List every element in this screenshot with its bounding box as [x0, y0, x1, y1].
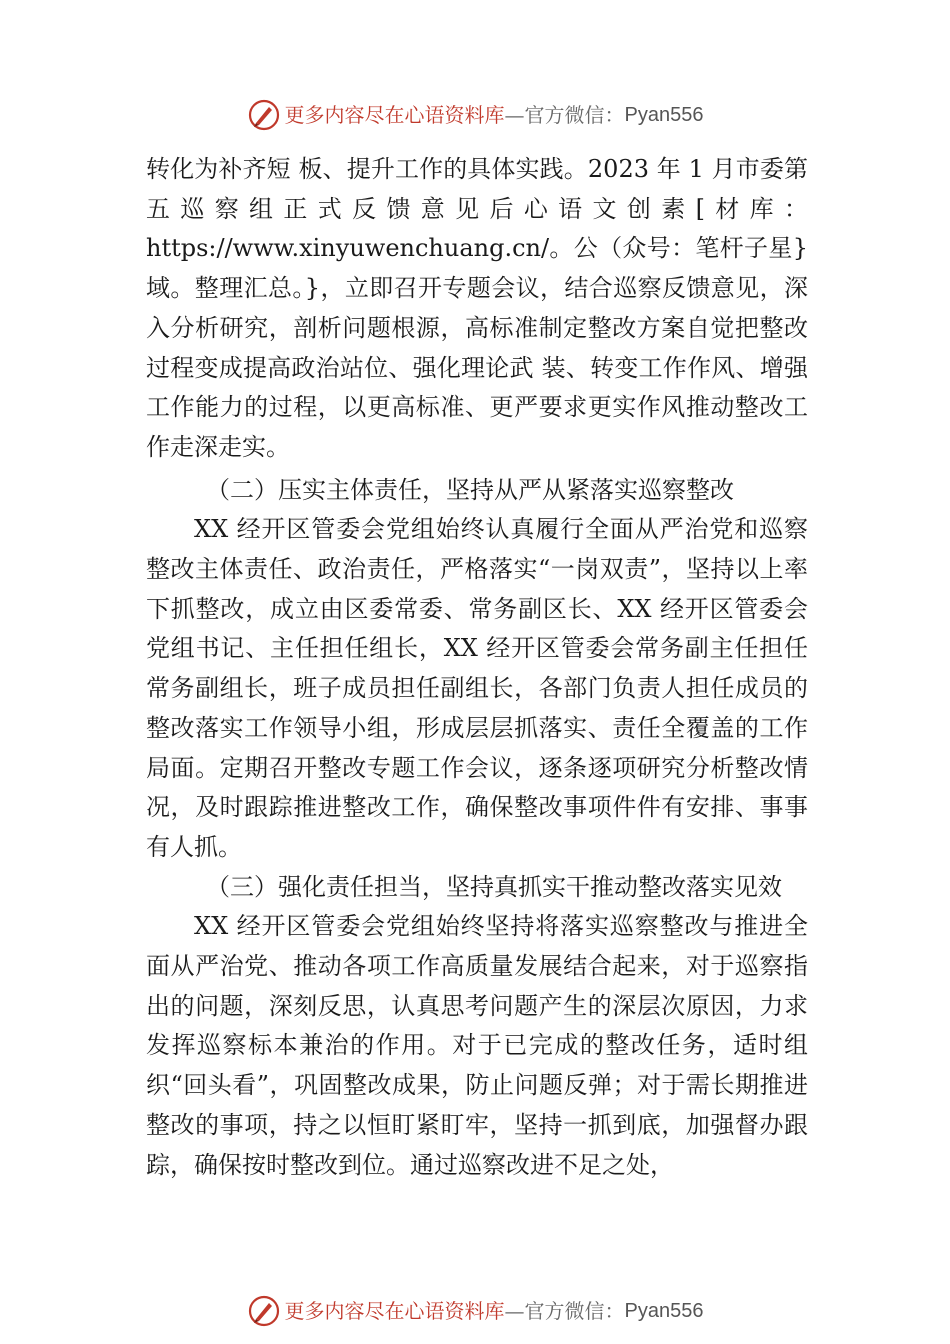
document-body: [146, 150, 808, 1185]
watermark-account: Pyan556: [624, 104, 704, 126]
paragraph-1: 转化为补齐短 板、提升工作的具体实践。2023 年 1 月市委第五巡察组正式反馈意见后心语文创素[材库：https://www.xinyuwenchuang.cn/。公（众号：笔杆子星}域。整理汇总。}，立即召开专题会议，结合巡察反馈意见，深入分析研究，剖析问题根源，高标准制定整改方案自觉把整改过程变成提高政治站位、强化理论武 装、转变工作作风、增强工作能力的过程，以更高标准、更严要求更实作风推动整改工作走深走实。: [146, 155, 808, 461]
pen-logo-icon: [247, 98, 281, 132]
header-watermark: [0, 98, 950, 132]
watermark-red-text: 更多内容尽在心语资料库: [284, 1299, 505, 1323]
section-heading-2: （二）压实主体责任，坚持从严从紧落实巡察整改: [206, 475, 734, 504]
watermark-gray-text: —官方微信：: [504, 103, 625, 127]
paragraph-2: XX 经开区管委会党组始终认真履行全面从严治党和巡察整改主体责任、政治责任，严格落实“一岗双责”，坚持以上率下抓整改，成立由区委常委、常务副区长、XX 经开区管委会党组书记、主任担任组长，XX 经开区管委会常务副主任担任常务副组长，班子成员担任副组长，各部门负责人担任成员的整改落实工作领导小组，形成层层抓落实、责任全覆盖的工作局面。定期召开整改专题工作会议，逐条逐项研究分析整改情况，及时跟踪推进整改工作，确保整改事项件件有安排、事事有人抓。: [146, 515, 808, 861]
paragraph-3: XX 经开区管委会党组始终坚持将落实巡察整改与推进全面从严治党、推动各项工作高质量发展结合起来，对于巡察指出的问题，深刻反思，认真思考问题产生的深层次原因，力求发挥巡察标本兼治的作用。对于已完成的整改任务，适时组织“回头看”，巩固整改成果，防止问题反弹；对于需长期推进整改的事项，持之以恒盯紧盯牢，坚持一抓到底，加强督办跟踪，确保按时整改到位。通过巡察改进不足之处，: [146, 912, 808, 1179]
watermark-red-text: 更多内容尽在心语资料库: [284, 103, 505, 127]
watermark-account: Pyan556: [624, 1300, 704, 1322]
watermark-gray-text: —官方微信：: [504, 1299, 625, 1323]
pen-logo-icon: [247, 1294, 281, 1328]
section-heading-3: （三）强化责任担当，坚持真抓实干推动整改落实见效: [206, 872, 782, 901]
footer-watermark: [0, 1294, 950, 1328]
